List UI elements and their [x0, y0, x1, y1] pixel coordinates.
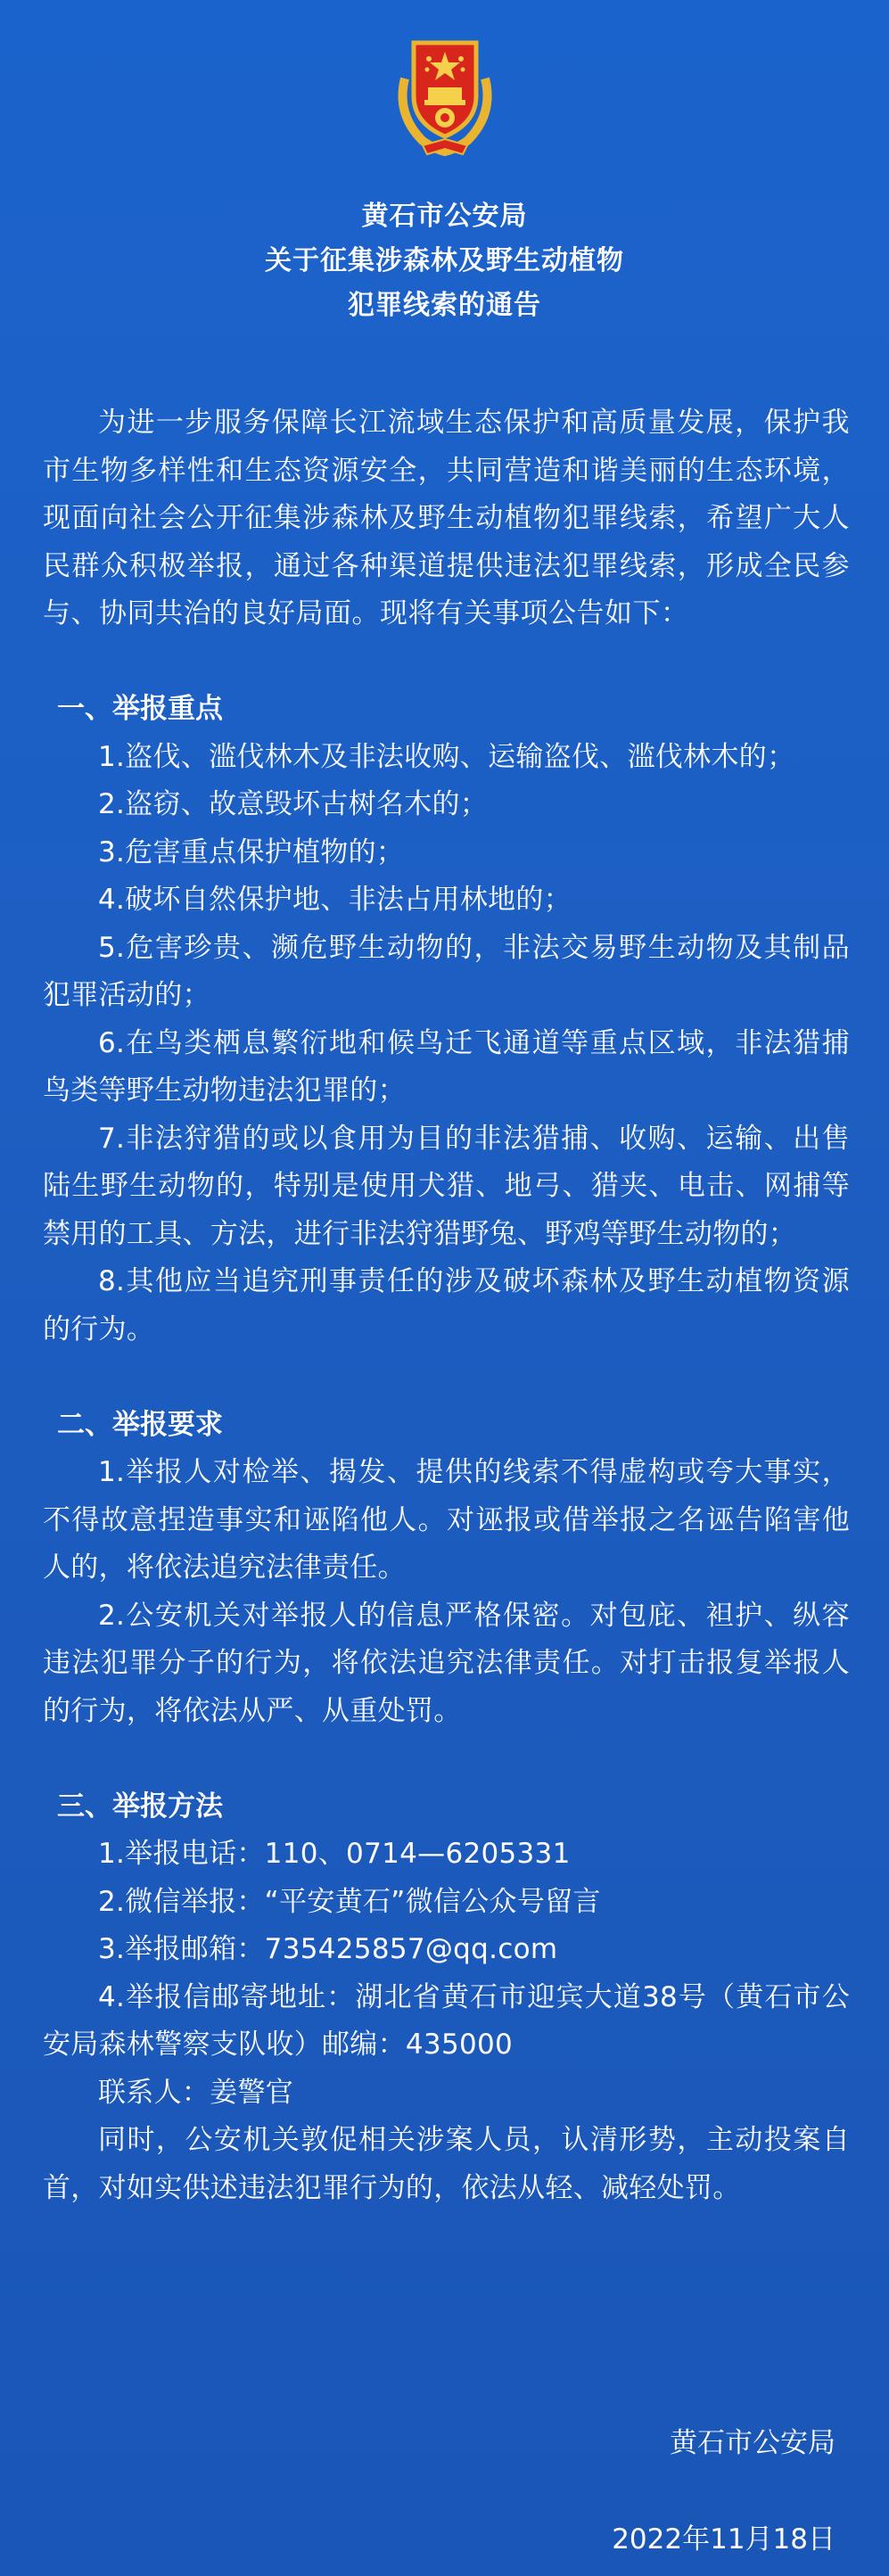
section-heading-reporting-methods: 三、举报方法 — [57, 1790, 223, 1823]
spacer — [43, 1354, 850, 1402]
list-item: 2.公安机关对举报人的信息严格保密。对包庇、袒护、纵容违法犯罪分子的行为，将依法追究法律责任。对打击报复举报人的行为，将依法从严、从重处罚。 — [43, 1599, 850, 1727]
spacer — [43, 638, 850, 687]
contact-person: 联系人：姜警官 — [98, 2076, 294, 2109]
intro-paragraph: 为进一步服务保障长江流域生态保护和高质量发展，保护我市生物多样性和生态资源安全，共同营造和谐美丽的生态环境，现面向社会公开征集涉森林及野生动植物犯罪线索，希望广大人民群众积极举报，通过各种渠道提供违法犯罪线索，形成全民参与、协同共治的良好局面。现将有关事项公告如下： — [43, 407, 850, 630]
list-item: 1.盗伐、滥伐林木及非法收购、运输盗伐、滥伐林木的； — [98, 740, 795, 773]
notice-body — [43, 399, 850, 2212]
emblem-container — [0, 25, 889, 159]
list-item: 7.非法狩猎的或以食用为目的非法猎捕、收购、运输、出售陆生野生动物的，特别是使用犬猎、地弓、猎夹、电击、网捕等禁用的工具、方法，进行非法狩猎野兔、野鸡等野生动物的； — [43, 1122, 850, 1250]
list-item: 2.盗窃、故意毁坏古树名木的； — [98, 788, 489, 820]
title-line-3: 犯罪线索的通告 — [348, 290, 541, 321]
list-item: 1.举报人对检举、揭发、提供的线索不得虚构或夸大事实，不得故意捏造事实和诬陷他人。对诬报或借举报之名诬告陷害他人的，将依法追究法律责任。 — [43, 1456, 850, 1584]
notice-title — [0, 194, 889, 328]
section-heading-reporting-requirements: 二、举报要求 — [57, 1408, 223, 1441]
list-item: 5.危害珍贵、濒危野生动物的，非法交易野生动物及其制品犯罪活动的； — [43, 931, 850, 1011]
report-phone: 1.举报电话：110、0714—6205331 — [98, 1838, 571, 1870]
title-org: 黄石市公安局 — [361, 201, 528, 232]
list-item: 8.其他应当追究刑事责任的涉及破坏森林及野生动植物资源的行为。 — [43, 1265, 850, 1346]
report-mail-address: 4.举报信邮寄地址：湖北省黄石市迎宾大道38号（黄石市公安局森林警察支队收）邮编：435000 — [43, 1980, 850, 2061]
police-emblem-icon — [387, 25, 503, 159]
date: 2022年11月18日 — [612, 2523, 835, 2555]
signature: 黄石市公安局 — [670, 2427, 835, 2459]
report-email: 3.举报邮箱：735425857@qq.com — [98, 1933, 558, 1965]
report-wechat: 2.微信举报：“平安黄石”微信公众号留言 — [98, 1885, 601, 1918]
spacer — [43, 1735, 850, 1783]
list-item: 3.危害重点保护植物的； — [98, 835, 405, 868]
list-item: 4.破坏自然保护地、非法占用林地的； — [98, 884, 572, 916]
list-item: 6.在鸟类栖息繁衍地和候鸟迁飞通道等重点区域，非法猎捕鸟类等野生动物违法犯罪的； — [43, 1026, 850, 1107]
section-heading-reporting-focus: 一、举报重点 — [57, 693, 223, 725]
closing-paragraph: 同时，公安机关敦促相关涉案人员，认清形势，主动投案自首，对如实供述违法犯罪行为的，依法从轻、减轻处罚。 — [43, 2124, 850, 2204]
title-line-2: 关于征集涉森林及野生动植物 — [265, 245, 624, 276]
